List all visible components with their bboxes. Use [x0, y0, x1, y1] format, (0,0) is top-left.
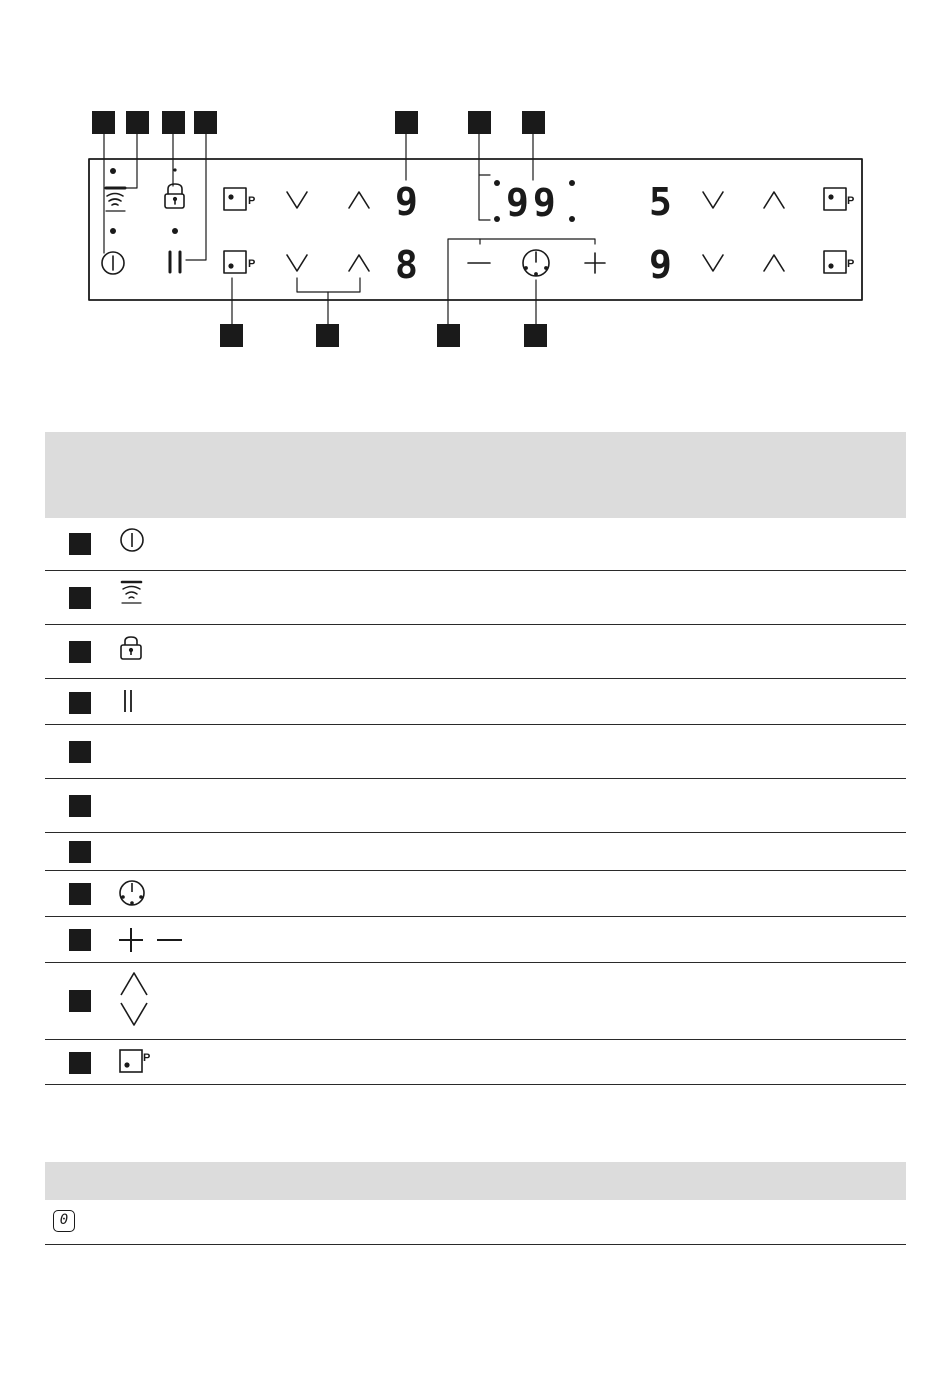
table-row	[45, 1200, 906, 1245]
heat-setting-display-left-bottom: 8	[395, 243, 418, 287]
booster-label: P	[847, 195, 855, 207]
chevron-up-icon[interactable]	[349, 255, 369, 271]
chevron-up-icon[interactable]	[764, 255, 784, 271]
table-row	[45, 833, 906, 871]
heat-setting-display-right-top: 5	[649, 180, 672, 224]
callout-square	[69, 929, 91, 951]
leader-lines	[104, 134, 595, 324]
display-table	[45, 1162, 906, 1245]
chevron-up-icon[interactable]	[764, 192, 784, 208]
plus-minus-icon	[119, 927, 185, 953]
callout-squares-top	[92, 111, 545, 134]
timer-icon	[119, 880, 147, 908]
heat-setting-display-right-bottom: 9	[649, 243, 672, 287]
callout-square	[69, 1052, 91, 1074]
display-symbol: 0	[53, 1210, 75, 1232]
callout-square	[69, 587, 91, 609]
hob-panel-outline	[89, 159, 862, 300]
chevron-down-icon[interactable]	[287, 255, 307, 271]
table-row	[45, 779, 906, 833]
table-row	[45, 963, 906, 1040]
pause-icon	[119, 688, 139, 714]
pause-icon[interactable]	[170, 252, 180, 272]
booster-icon-left-bottom[interactable]	[224, 251, 246, 273]
table-row	[45, 725, 906, 779]
heat-setting-display-left-top: 9	[395, 180, 418, 224]
table-row	[45, 871, 906, 917]
booster-label: P	[248, 195, 256, 207]
chevron-down-icon[interactable]	[287, 192, 307, 208]
callout-square	[69, 841, 91, 863]
table-row	[45, 571, 906, 625]
chevron-down-icon[interactable]	[703, 192, 723, 208]
table-row	[45, 917, 906, 963]
table-header	[45, 432, 906, 518]
sensor-field-table	[45, 432, 906, 1085]
callout-square	[69, 692, 91, 714]
lock-icon[interactable]	[165, 184, 184, 208]
hob-to-hood-icon	[119, 579, 145, 605]
callout-square	[69, 741, 91, 763]
callout-square	[69, 533, 91, 555]
table-header	[45, 1162, 906, 1200]
timer-display: 99	[506, 181, 560, 225]
table-row	[45, 1040, 906, 1085]
callout-square	[69, 641, 91, 663]
table-row	[45, 679, 906, 725]
timer-icon[interactable]	[523, 250, 549, 276]
callout-square	[69, 795, 91, 817]
up-down-icon	[119, 971, 151, 1029]
booster-label: P	[248, 258, 256, 270]
callout-square	[69, 883, 91, 905]
hob-to-hood-icon[interactable]	[106, 188, 125, 211]
table-row	[45, 518, 906, 571]
chevron-down-icon[interactable]	[703, 255, 723, 271]
booster-icon-right-bottom[interactable]	[824, 251, 846, 273]
booster-label: P	[143, 1052, 151, 1064]
table-row	[45, 625, 906, 679]
chevron-up-icon[interactable]	[349, 192, 369, 208]
on-off-icon	[119, 527, 145, 553]
booster-icon	[119, 1049, 153, 1075]
callout-squares-bottom	[220, 324, 547, 347]
on-off-icon[interactable]	[102, 252, 124, 274]
control-panel-diagram	[0, 0, 950, 360]
booster-label: P	[847, 258, 855, 270]
callout-square	[69, 990, 91, 1012]
booster-icon-left-top[interactable]	[224, 188, 246, 210]
booster-icon-right-top[interactable]	[824, 188, 846, 210]
lock-icon	[119, 635, 145, 661]
plus-icon[interactable]	[585, 253, 605, 273]
